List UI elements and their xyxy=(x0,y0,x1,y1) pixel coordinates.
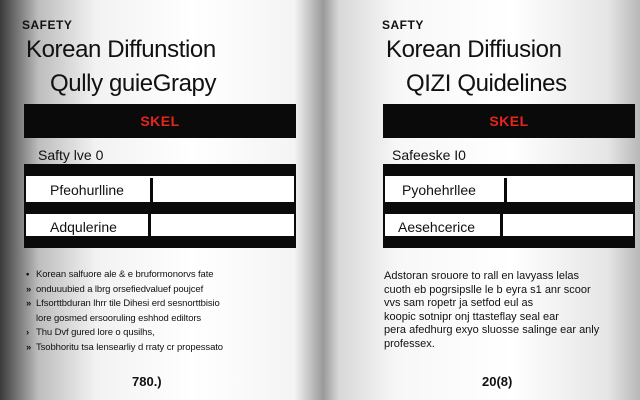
right-paragraph xyxy=(384,270,640,351)
list-item: » onduuubied a lbrg orsefiedvaluef poujcef xyxy=(26,283,204,295)
paragraph-line: koopic sotnipr onj ttasteflay seal ear xyxy=(384,310,559,323)
paragraph-line: pera afedhurg exyo sluosse salinge ear anly xyxy=(384,324,600,336)
paragraph-line: cuoth eb pogrsipslle le b eyra s1 anr scoor xyxy=(384,283,591,296)
list-item: • Korean salfuore ale & e bruformonorvs fate xyxy=(26,269,214,280)
list-item: » Lfsorttbduran lhrr tile Dihesi erd sesnorttbisio xyxy=(26,298,220,309)
left-footer-number: 780.) xyxy=(132,374,162,389)
right-field-label-1: Pyohehrllee xyxy=(402,182,476,198)
right-field-divider-2 xyxy=(500,214,503,236)
left-title-line2: Qully guieGrapy xyxy=(50,70,217,97)
right-field-label-2: Aesehcerice xyxy=(398,219,476,235)
list-item: › Thu Dvf gured lore o qusilhs, xyxy=(26,327,155,338)
right-field-divider-1 xyxy=(504,178,507,202)
right-row-label: Safeeske I0 xyxy=(392,147,466,163)
right-banner-text: SKEL xyxy=(489,113,529,129)
right-document xyxy=(376,0,638,400)
left-divider-bar-1 xyxy=(24,164,296,176)
right-footer-number: 20(8) xyxy=(482,374,513,389)
right-divider-bar-2 xyxy=(383,202,635,214)
left-banner-text: SKEL xyxy=(140,113,180,129)
paragraph-line: Adstoran srouore to rall en lavyass lelas xyxy=(384,270,580,282)
left-title-line1: Korean Diffunstion xyxy=(26,36,216,63)
list-item: » Tsobhoritu tsa lensearliy d rraty cr propessato xyxy=(26,341,223,353)
left-field-label-1: Pfeohurlline xyxy=(50,182,124,198)
right-divider-bar-3 xyxy=(383,236,635,248)
right-title-line1: Korean Diffiusion xyxy=(386,36,562,63)
left-banner xyxy=(24,104,296,138)
left-field-divider-1 xyxy=(150,178,153,202)
left-divider-bar-3 xyxy=(24,236,296,248)
paragraph-line: professex. xyxy=(384,337,435,350)
right-divider-bar-1 xyxy=(383,164,635,176)
paragraph-line: vvs sam ropetr ja setfod eul as xyxy=(384,297,534,309)
left-row-label: Safty lve 0 xyxy=(38,147,104,163)
right-title-line2: QIZI Quidelines xyxy=(406,70,567,97)
left-field-divider-2 xyxy=(148,214,151,236)
left-bullet-list xyxy=(26,268,306,355)
left-document xyxy=(18,0,310,400)
list-item: lore gosmed ersooruling eshhod ediltors xyxy=(36,312,202,324)
left-divider-bar-2 xyxy=(24,202,296,214)
left-field-label-2: Adqulerine xyxy=(50,219,117,235)
right-banner xyxy=(383,104,635,138)
right-kicker: SAFTY xyxy=(382,18,424,32)
left-kicker: SAFETY xyxy=(22,18,73,32)
